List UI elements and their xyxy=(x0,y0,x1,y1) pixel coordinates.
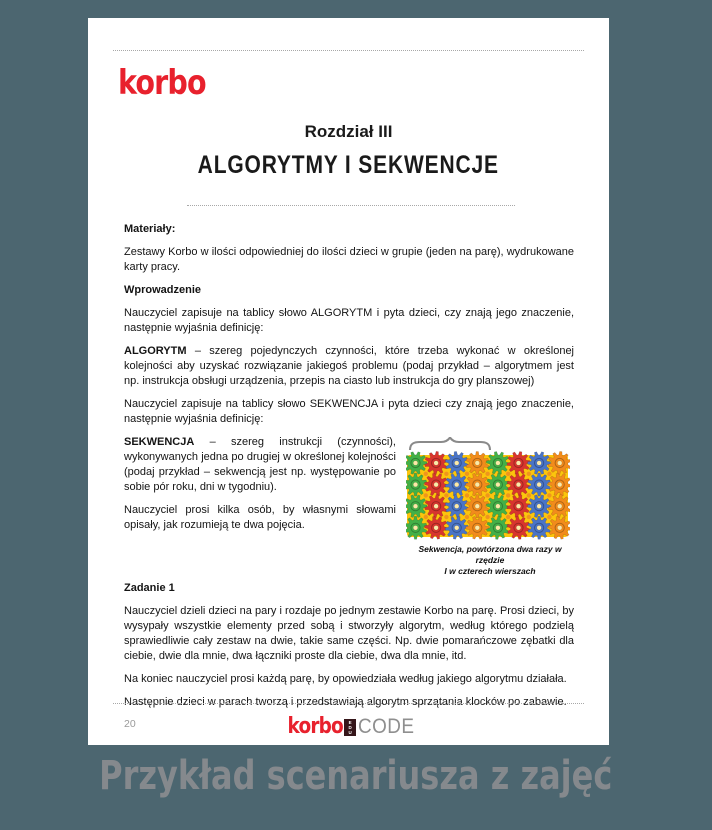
footer-divider xyxy=(113,703,584,704)
algorithm-definition xyxy=(124,344,574,389)
korbo-logo: korbo xyxy=(118,63,206,103)
task-paragraph-1: Nauczyciel dzieli dzieci na pary i rozdaje po jednym zestawie Korbo na parę. Prosi dzieci, by wysypały wszystkie elementy przed sobą i stworzyły algorytm, według którego podzielą sprawiedliwie cały zestaw na dwie, takie same części. Np. dwie pomarańczowe zębatki dla ciebie, dwie dla mnie, dwa łączniki proste dla ciebie, dwa dla mnie, itd. xyxy=(124,605,574,662)
figure-caption xyxy=(406,544,574,577)
figure-caption-line2: I w czterech wierszach xyxy=(444,566,536,576)
intro-paragraph-1: Nauczyciel zapisuje na tablicy słowo ALGORYTM i pyta dzieci, czy znają jego znaczenie, następnie wyjaśnia definicję: xyxy=(124,307,574,334)
chapter-heading: Rozdział III xyxy=(304,122,393,141)
title-divider xyxy=(187,205,515,206)
brace-icon xyxy=(408,437,492,450)
algorithm-definition-text: – szereg pojedynczych czynności, które trzeba wykonać w określonej kolejności aby uzyskać rozwiązanie jakiegoś problemu (podaj przykład – algorytmem jest np. instrukcja obsługi urządzenia, przepis na ciasto lub instrukcja do gry planszowej) xyxy=(124,345,574,387)
intro-paragraph-2: Nauczyciel zapisuje na tablicy słowo SEKWENCJA i pyta dzieci czy znają jego znaczenie, następnie wyjaśnia definicję: xyxy=(124,398,574,425)
page-number: 20 xyxy=(124,718,136,730)
gears-figure xyxy=(406,437,574,577)
materials-heading: Materiały: xyxy=(124,223,176,235)
edu-badge-text: EDU xyxy=(347,719,353,735)
footer-code-logo: CODE xyxy=(357,715,415,738)
sequence-term: SEKWENCJA xyxy=(124,436,195,448)
document-body xyxy=(124,222,574,718)
document-page xyxy=(88,18,609,745)
top-divider xyxy=(113,50,584,51)
footer-logo xyxy=(88,713,609,741)
overlay-caption-text: Przykład scenariusza z zajęć xyxy=(99,753,613,799)
gears-image xyxy=(406,451,570,541)
materials-paragraph: Zestawy Korbo w ilości odpowiedniej do ilości dzieci w grupie (jeden na parę), wydrukowane karty pracy. xyxy=(124,246,574,273)
edu-badge-icon xyxy=(344,719,356,736)
algorithm-term: ALGORYTM xyxy=(124,345,187,357)
figure-caption-line1: Sekwencja, powtórzona dwa razy w rzędzie xyxy=(418,544,562,565)
intro-paragraph-3: Nauczyciel prosi kilka osób, by własnymi słowami opisały, jak rozumieją te dwa pojęcia. xyxy=(124,504,396,531)
task-paragraph-3: Następnie dzieci w parach tworzą i przedstawiają algorytm sprzątania klocków po zabawie. xyxy=(124,696,567,708)
intro-heading: Wprowadzenie xyxy=(124,284,202,296)
sequence-section xyxy=(124,435,574,576)
sequence-definition-text: – szereg instrukcji (czynności), wykonywanych jedna po drugiej w określonej kolejności (podaj przykład – sekwencją jest np. występowanie po sobie pór roku, dni w tygodniu). xyxy=(124,436,396,493)
task-paragraph-2: Na koniec nauczyciel prosi każdą parę, by opowiedziała według jakiego algorytmu działała. xyxy=(124,673,567,685)
task-heading: Zadanie 1 xyxy=(124,582,175,594)
page-title-text: ALGORYTMY I SEKWENCJE xyxy=(197,151,500,179)
footer-korbo-logo: korbo xyxy=(287,714,343,739)
overlay-caption xyxy=(0,752,712,800)
page-title xyxy=(88,151,609,180)
